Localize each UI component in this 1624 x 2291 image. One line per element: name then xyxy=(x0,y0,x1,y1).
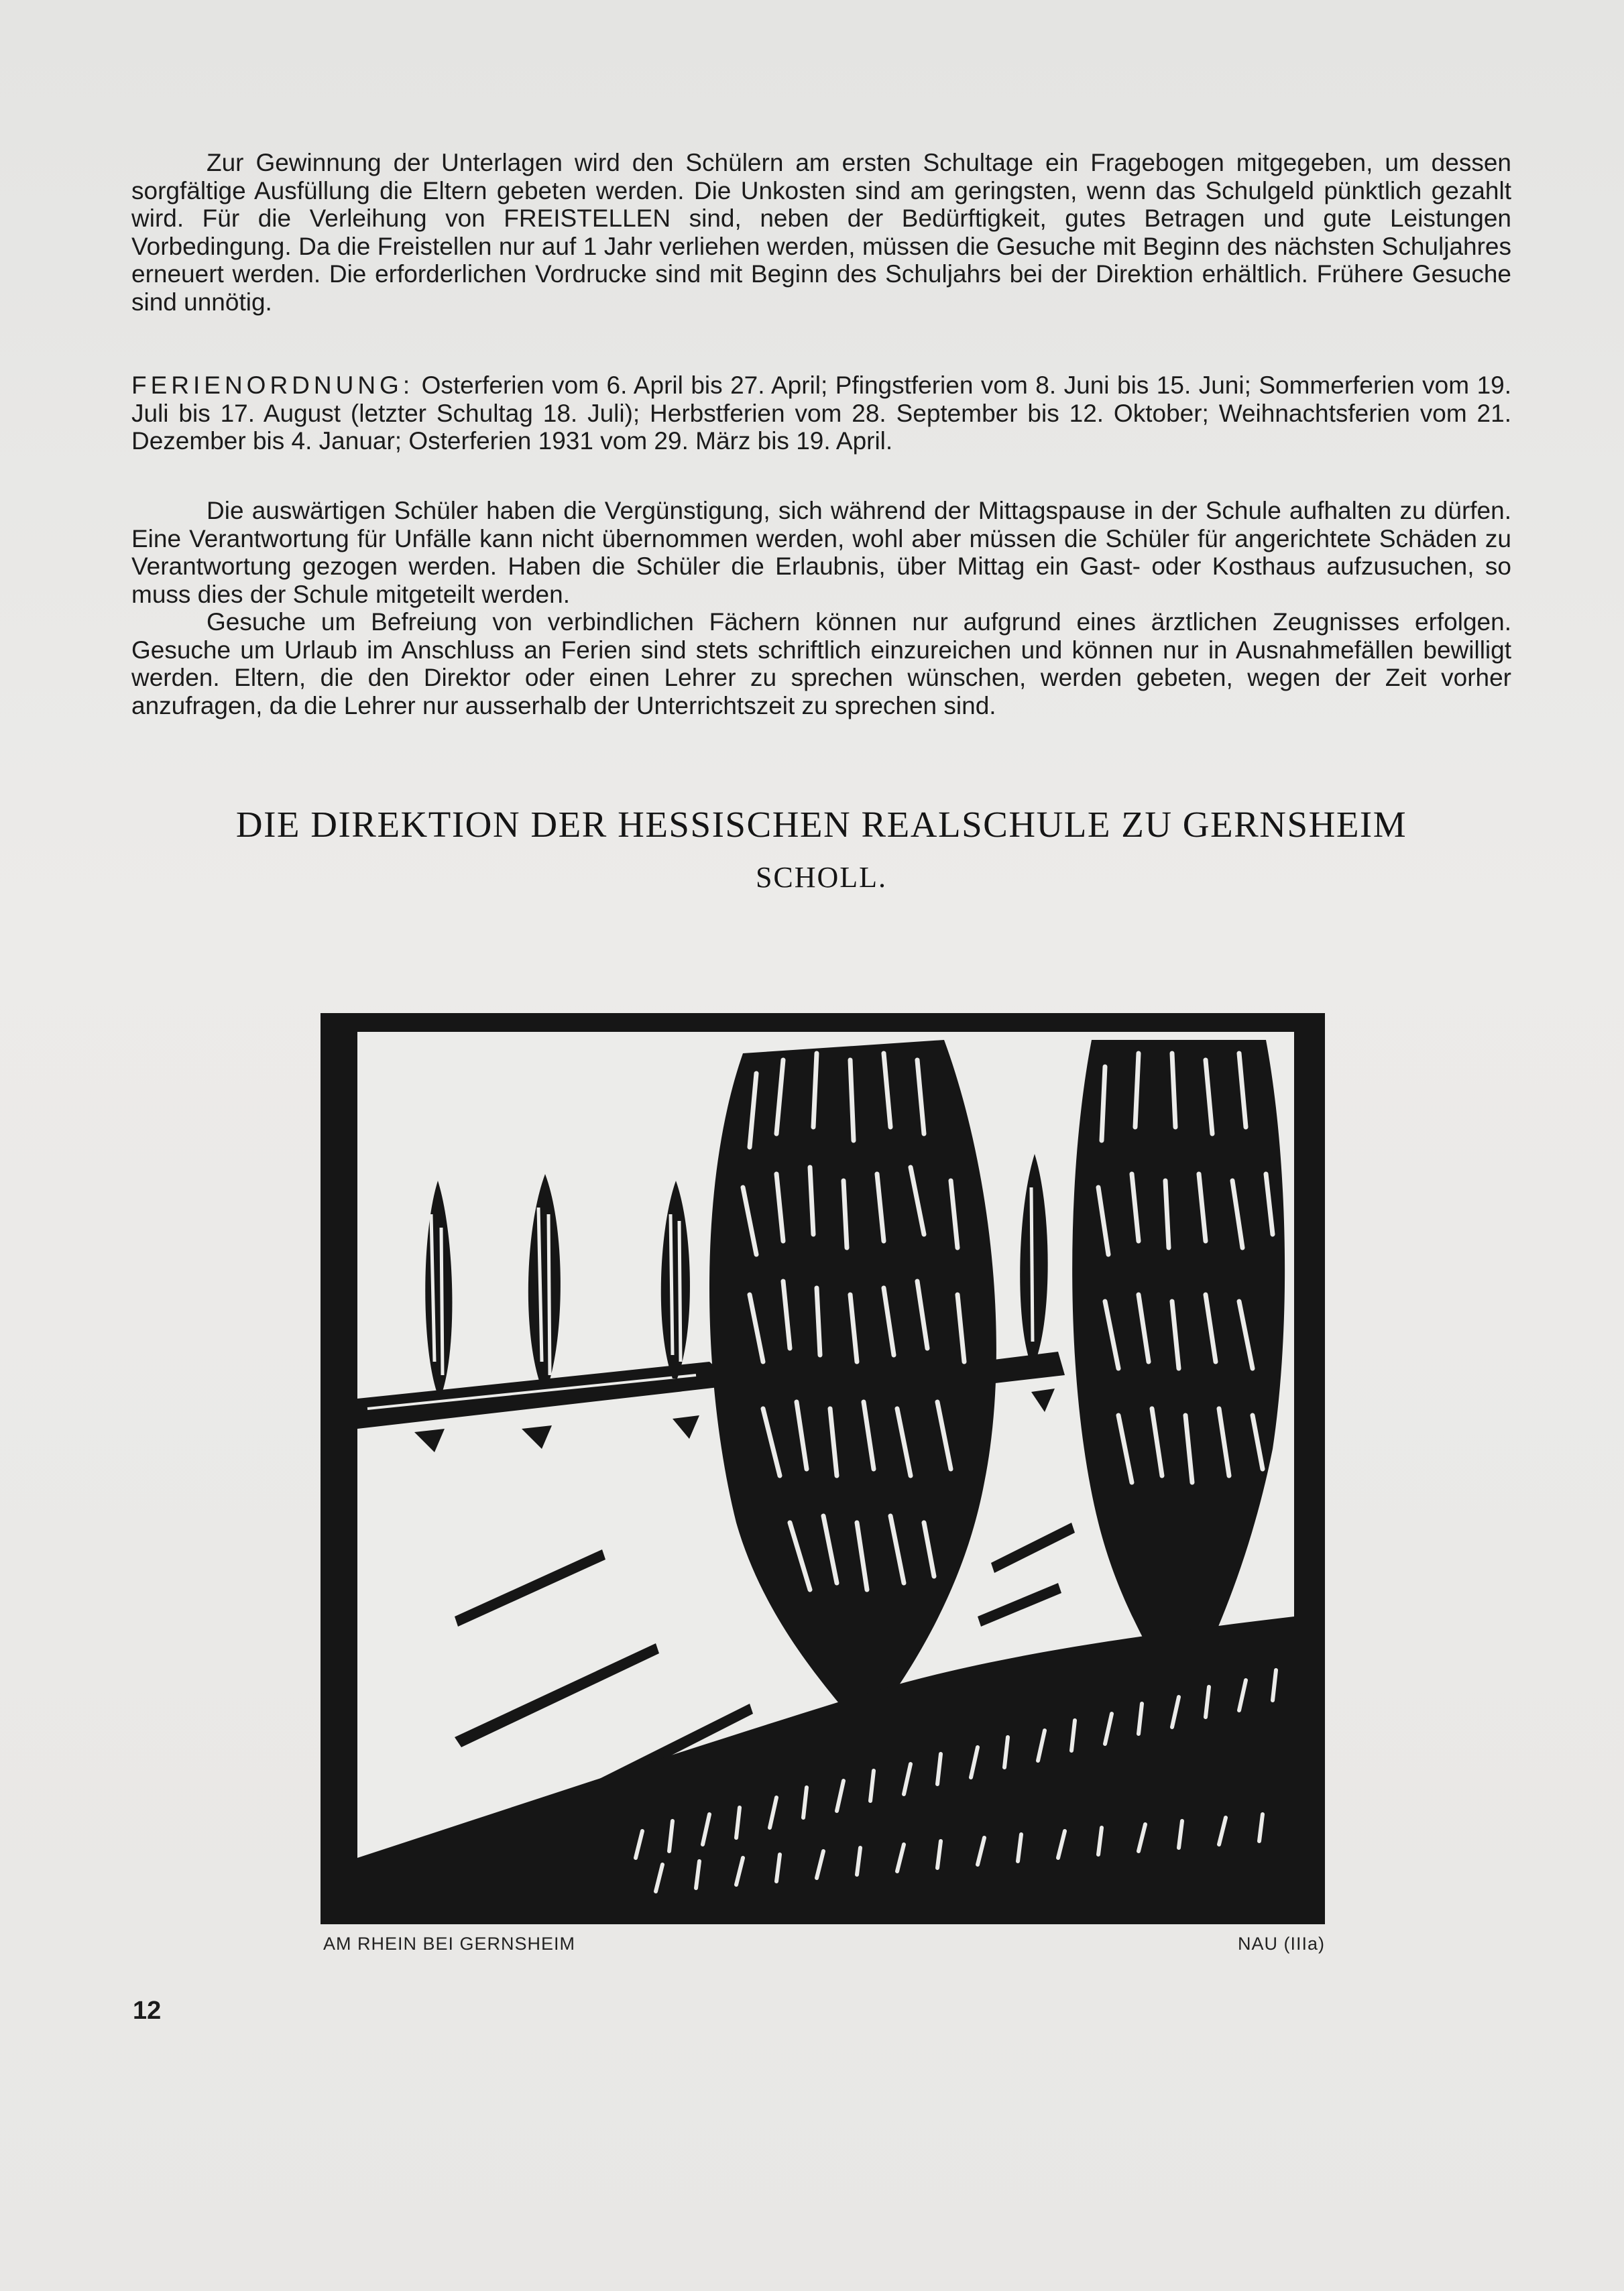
illustration-artist: NAU (IIIa) xyxy=(1237,1934,1325,1954)
rules-paragraph-2: Gesuche um Befreiung von verbindlichen Fächern können nur aufgrund eines ärztlichen Zeugnisses erfolgen. Gesuche um Urlaub im Anschluss an Ferien sind stets schriftlich einzureichen und können nur in Ausnahmefällen bewilligt werden. Eltern, die den Direktor oder einen Lehrer zu sprechen wünschen, werden gebeten, wegen der Zeit vorher anzufragen, da die Lehrer nur ausserhalb der Unterrichtszeit zu sprechen sind. xyxy=(131,608,1511,719)
illustration-caption: AM RHEIN BEI GERNSHEIM xyxy=(323,1934,576,1954)
signature: SCHOLL. xyxy=(755,861,888,894)
page-number: 12 xyxy=(133,1997,162,2025)
intro-paragraph: Zur Gewinnung der Unterlagen wird den Schülern am ersten Schultage ein Fragebogen mitgegeben, um dessen sorgfältige Ausfüllung die Eltern gebeten werden. Die Unkosten sind am geringsten, wenn das Schulgeld pünktlich gezahlt wird. Für die Verleihung von FREISTELLEN sind, neben der Bedürftigkeit, gutes Betragen und gute Leistungen Vorbedingung. Da die Freistellen nur auf 1 Jahr verliehen werden, müssen die Gesuche mit Beginn des nächsten Schuljahres erneuert werden. Die erforderlichen Vordrucke sind mit Beginn des Schuljahrs bei der Direktion erhältlich. Frühere Gesuche sind unnötig. xyxy=(131,149,1511,316)
rules-paragraph-1: Die auswärtigen Schüler haben die Vergünstigung, sich während der Mittagspause in der Schule aufhalten zu dürfen. Eine Verantwortung für Unfälle kann nicht übernommen werden, wohl aber müssen die Schüler für angerichtete Schäden zu Verantwortung gezogen werden. Haben die Schüler die Erlaubnis, über Mittag ein Gast- oder Kosthaus aufzusuchen, so muss dies der Schule mitgeteilt werden. xyxy=(131,497,1511,608)
direction-heading: DIE DIREKTION DER HESSISCHEN REALSCHULE ZU GERNSHEIM xyxy=(235,804,1407,845)
woodcut-illustration xyxy=(321,1013,1325,1924)
rules-section xyxy=(131,497,1511,719)
ferienordnung-label: FERIENORDNUNG: xyxy=(131,371,414,399)
ferienordnung-text: Osterferien vom 6. April bis 27. April; Pfingstferien vom 8. Juni bis 15. Juni; Sommerferien vom 19. Juli bis 17. August (letzter Schultag 18. Juli); Herbstferien vom 28. September bis 12. Oktober; Weihnachtsferien vom 21. Dezember bis 4. Januar; Osterferien 1931 vom 29. März bis 19. April. xyxy=(131,371,1512,455)
woodcut-art xyxy=(321,1013,1325,1924)
intro-section xyxy=(131,149,1511,316)
ferienordnung-section xyxy=(131,371,1511,455)
